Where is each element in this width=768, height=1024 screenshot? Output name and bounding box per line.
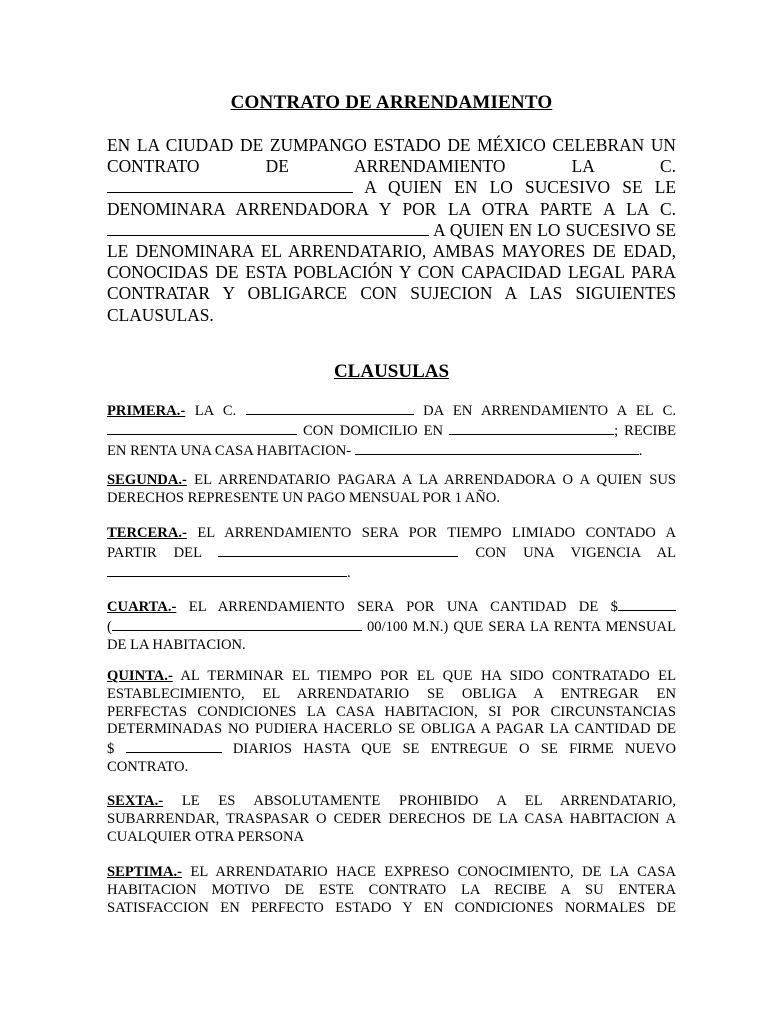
clause-text: 00/100 M.N.) QUE SERA LA RENTA MENSUAL bbox=[366, 618, 676, 635]
penalizacion-blank[interactable] bbox=[126, 739, 222, 753]
clause-text: PARTIR DEL bbox=[107, 544, 202, 561]
cantidad-letra-blank[interactable] bbox=[112, 617, 362, 631]
arrendador-blank[interactable] bbox=[246, 401, 414, 415]
clause-line: DETERMINADAS NO PUDIERA HACERLO SE OBLIGA A PAGAR LA CANTIDAD DE bbox=[107, 721, 676, 738]
cantidad-blank[interactable] bbox=[618, 597, 676, 611]
clause-line: SATISFACCION EN PERFECTO ESTADO Y EN CONDICIONES NORMALES DE bbox=[107, 899, 676, 916]
clause-cuarta bbox=[107, 597, 676, 654]
casa-habitacion-blank[interactable] bbox=[355, 441, 639, 455]
clause-line: HABITACION MOTIVO DE ESTE CONTRATO LA RECIBE A SU ENTERA bbox=[107, 881, 676, 898]
clause-label: SEPTIMA.- bbox=[107, 864, 182, 880]
clause-line: ESTABLECIMIENTO, EL ARRENDATARIO SE OBLIGA A ENTREGAR EN bbox=[107, 685, 676, 702]
clause-text: EL ARRENDAMIENTO SERA POR TIEMPO LIMIADO CONTADO A bbox=[197, 525, 676, 541]
clauses-heading: CLAUSULAS bbox=[333, 361, 450, 382]
intro-line: LE DENOMINARA EL ARRENDATARIO, AMBAS MAYORES DE EDAD, bbox=[107, 241, 676, 262]
clause-line bbox=[107, 668, 676, 686]
clause-primera bbox=[107, 401, 676, 460]
clause-text: DIARIOS HASTA QUE SE ENTREGUE O SE FIRME NUEVO bbox=[232, 741, 677, 758]
clause-line bbox=[107, 472, 676, 490]
fecha-inicio-blank[interactable] bbox=[218, 543, 458, 557]
clause-text: ( bbox=[107, 618, 112, 635]
intro-line: DENOMINARA ARRENDADORA Y POR LA OTRA PARTE A LA C. bbox=[107, 198, 676, 219]
domicilio-blank[interactable] bbox=[449, 421, 614, 435]
arrendadora-name-blank[interactable] bbox=[107, 179, 353, 193]
clause-text: . bbox=[638, 442, 643, 459]
document-title: CONTRATO DE ARRENDAMIENTO bbox=[230, 92, 553, 113]
clause-text: ; RECIBE bbox=[614, 422, 677, 439]
intro-line-text: A QUIEN EN LO SUCESIVO SE bbox=[433, 219, 676, 240]
vigencia-blank[interactable] bbox=[107, 563, 347, 577]
clause-text: AL TERMINAR EL TIEMPO POR EL QUE HA SIDO CONTRATADO EL bbox=[180, 668, 676, 684]
clause-line bbox=[107, 401, 676, 421]
clause-line bbox=[107, 739, 676, 759]
clause-line: DERECHOS REPRESENTE UN PAGO MENSUAL POR 1 AÑO. bbox=[107, 489, 500, 506]
intro-line: CLAUSULAS. bbox=[107, 304, 214, 325]
intro-line: CONOCIDAS DE ESTA POBLACIÓN Y CON CAPACIDAD LEGAL PARA bbox=[107, 262, 676, 283]
clause-label: PRIMERA.- bbox=[107, 403, 186, 419]
clause-line bbox=[107, 597, 676, 617]
clause-line: CUALQUIER OTRA PERSONA bbox=[107, 828, 305, 845]
clause-text: EL ARRENDATARIO HACE EXPRESO CONOCIMIENTO, DE LA CASA bbox=[190, 864, 676, 880]
clause-label: SEGUNDA.- bbox=[107, 472, 187, 488]
clause-label: QUINTA.- bbox=[107, 668, 173, 684]
clause-sexta bbox=[107, 793, 676, 846]
intro-line: CONTRATAR Y OBLIGARCE CON SUJECION A LAS SIGUIENTES bbox=[107, 283, 676, 304]
clause-label: SEXTA.- bbox=[107, 793, 164, 809]
intro-line bbox=[107, 220, 676, 241]
clause-text: $ bbox=[107, 741, 115, 758]
arrendatario-blank[interactable] bbox=[107, 421, 297, 435]
intro-paragraph bbox=[107, 135, 676, 326]
intro-line bbox=[107, 177, 676, 198]
clause-segunda bbox=[107, 472, 676, 508]
clause-text: . bbox=[347, 564, 351, 581]
clause-text: DA EN ARRENDAMIENTO A EL C. bbox=[423, 403, 676, 419]
clause-line: DE LA HABITACION. bbox=[107, 636, 246, 653]
clause-label: CUARTA.- bbox=[107, 599, 177, 615]
clause-quinta bbox=[107, 668, 676, 777]
clause-text: EN RENTA UNA CASA HABITACION- bbox=[107, 442, 352, 459]
clause-line bbox=[107, 543, 676, 563]
intro-line: CONTRATO DE ARRENDAMIENTO LA C. bbox=[107, 156, 676, 177]
clause-line bbox=[107, 441, 676, 461]
clause-line bbox=[107, 864, 676, 882]
clause-tercera bbox=[107, 525, 676, 582]
arrendatario-name-blank[interactable] bbox=[107, 222, 429, 236]
clause-line bbox=[107, 617, 676, 637]
clause-line bbox=[107, 525, 676, 543]
clause-text: LA C. bbox=[194, 403, 237, 419]
intro-line: EN LA CIUDAD DE ZUMPANGO ESTADO DE MÉXICO CELEBRAN UN bbox=[107, 135, 676, 155]
intro-line-text: A QUIEN EN LO SUCESIVO SE LE bbox=[364, 177, 676, 198]
clause-text: LE ES ABSOLUTAMENTE PROHIBIDO A EL ARRENDATARIO, bbox=[181, 793, 676, 809]
clause-text: CON UNA VIGENCIA AL bbox=[475, 544, 677, 561]
clause-text: EL ARRENDAMIENTO SERA POR UNA CANTIDAD DE $ bbox=[188, 599, 618, 615]
clause-text: CON DOMICILIO EN bbox=[303, 422, 444, 439]
clause-line: PERFECTAS CONDICIONES LA CASA HABITACION, SI POR CIRCUNSTANCIAS bbox=[107, 703, 676, 720]
clause-line: SUBARRENDAR, TRASPASAR O CEDER DERECHOS DE LA CASA HABITACION A bbox=[107, 810, 676, 827]
clause-text: EL ARRENDATARIO PAGARA A LA ARRENDADORA O A QUIEN SUS bbox=[194, 472, 676, 488]
clause-line bbox=[107, 563, 676, 583]
clause-line: CONTRATO. bbox=[107, 758, 189, 775]
clause-line bbox=[107, 421, 676, 441]
clause-septima bbox=[107, 864, 676, 917]
clause-line bbox=[107, 793, 676, 811]
clause-label: TERCERA.- bbox=[107, 525, 187, 541]
